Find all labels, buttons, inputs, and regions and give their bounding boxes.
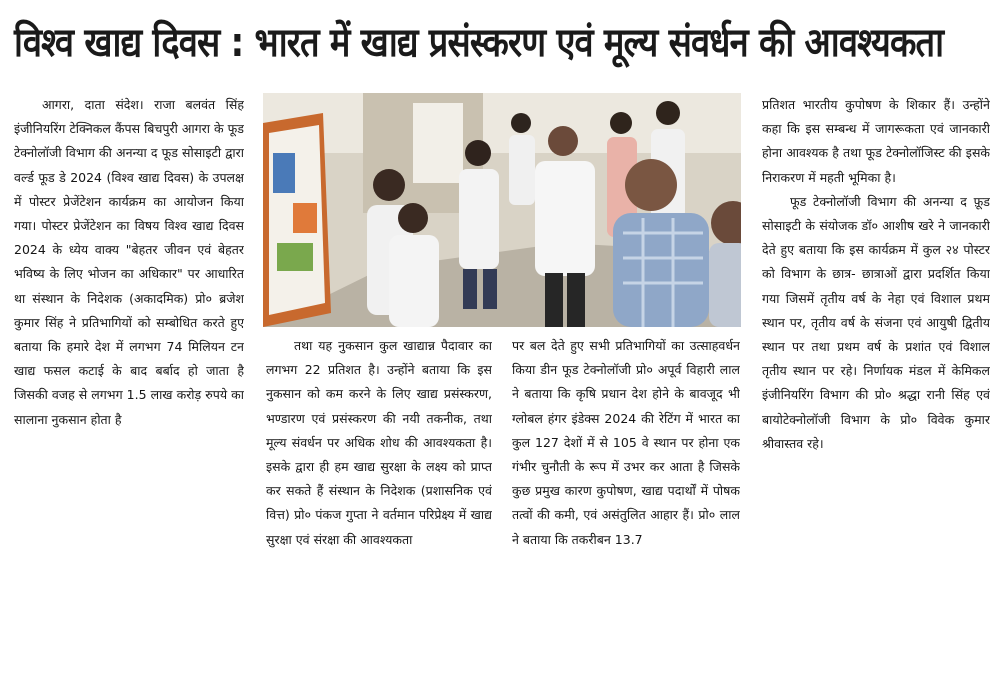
headline: विश्व खाद्य दिवस : भारत में खाद्य प्रसंस्करण एवं मूल्य संवर्धन की आवश्यकता xyxy=(14,20,944,66)
article-column-4 xyxy=(762,93,990,683)
article-paragraph: पर बल देते हुए सभी प्रतिभागियों का उत्साहवर्धन किया डीन फूड टेक्नोलॉजी प्रो० अपूर्व विहारी लाल ने बताया कि कृषि प्रधान देश होने के बावजूद भी ग्लोबल हंगर इंडेक्स 2024 की रेटिंग में भारत का कुल 127 देशों में से 105 वे स्थान पर होना एक गंभीर चुनौती के रूप में उभर कर आता है जिसके कुछ प्रमुख कारण कुपोषण, खाद्य पदार्थों में पोषक तत्वों की कमी, एवं असंतुलित आहार हैं। प्रो० लाल ने बताया कि तकरीबन 13.7 xyxy=(512,338,740,547)
article-paragraph: प्रतिशत भारतीय कुपोषण के शिकार हैं। उन्होंने कहा कि इस सम्बन्ध में जागरूकता एवं जानकारी होना आवश्यक है तथा फूड टेक्नोलॉजिस्ट की इसके निराकरण में महती भूमिका है। xyxy=(762,97,990,185)
article-paragraph: तथा यह नुकसान कुल खाद्यान्न पैदावार का लगभग 22 प्रतिशत है। उन्होंने बताया कि इस नुकसान को कम करने के लिए खाद्य प्रसंस्करण, भण्डारण एवं प्रसंस्करण की नयी तकनीक, तथा मूल्य संवर्धन पर अधिक शोध की आवश्यकता है। इसके द्वारा ही हम खाद्य सुरक्षा के लक्ष्य को प्राप्त कर सकते हैं संस्थान के निदेशक (प्रशासनिक एवं वित्त) प्रो० पंकज गुप्ता ने वर्तमान परिप्रेक्ष्य में खाद्य सुरक्षा एवं संरक्षा की आवश्यकता xyxy=(266,338,492,547)
article-column-3 xyxy=(512,334,740,674)
article-column-1 xyxy=(14,93,244,683)
article-column-2 xyxy=(266,334,492,674)
article-paragraph: आगरा, दाता संदेश। राजा बलवंत सिंह इंजीनियरिंग टेक्निकल कैंपस बिचपुरी आगरा के फूड टेक्नोलॉजी विभाग की अनन्या द फूड सोसाइटी द्वारा वर्ल्ड फूड डे 2024 (विश्व खाद्य दिवस) के उपलक्ष में पोस्टर प्रेजेंटेशन कार्यक्रम का आयोजन किया गया। पोस्टर प्रेजेंटेशन का विषय विश्व खाद्य दिवस 2024 के ध्येय वाक्य "बेहतर जीवन एवं बेहतर भविष्य के लिए भोजन का अधिकार" पर आधारित था संस्थान के निदेशक (अकादमिक) प्रो० ब्रजेश कुमार सिंह ने प्रतिभागियों को सम्बोधित करते हुए बताया कि हमारे देश में लगभग 74 मिलियन टन खाद्य फसल कटाई के बाद बर्बाद हो जाता है जिसकी वजह से लगभग 1.5 लाख करोड़ रुपये का सालाना नुकसान होता है xyxy=(14,97,244,427)
article-paragraph: फूड टेक्नोलॉजी विभाग की अनन्या द फ़ूड सोसाइटी के संयोजक डॉ० आशीष खरे ने जानकारी देते हुए बताया कि इस कार्यक्रम में कुल २४ पोस्टर को विभाग के छात्र- छात्राओं द्वारा प्रदर्शित किया गया जिसमें तृतीय वर्ष के नेहा एवं विशाल प्रथम स्थान पर, तृतीय वर्ष के संजना एवं आयुषी द्वितीय स्थान पर तथा प्रथम वर्ष के प्रशांत एवं विशाल तृतीय स्थान पर रहे। निर्णायक मंडल में केमिकल इंजीनियरिंग विभाग की प्रो० श्रद्धा रानी सिंह एवं बायोटेक्नोलॉजी विभाग के प्रो० विवेक कुमार श्रीवास्तव रहे। xyxy=(762,193,990,451)
news-photo xyxy=(263,93,741,327)
